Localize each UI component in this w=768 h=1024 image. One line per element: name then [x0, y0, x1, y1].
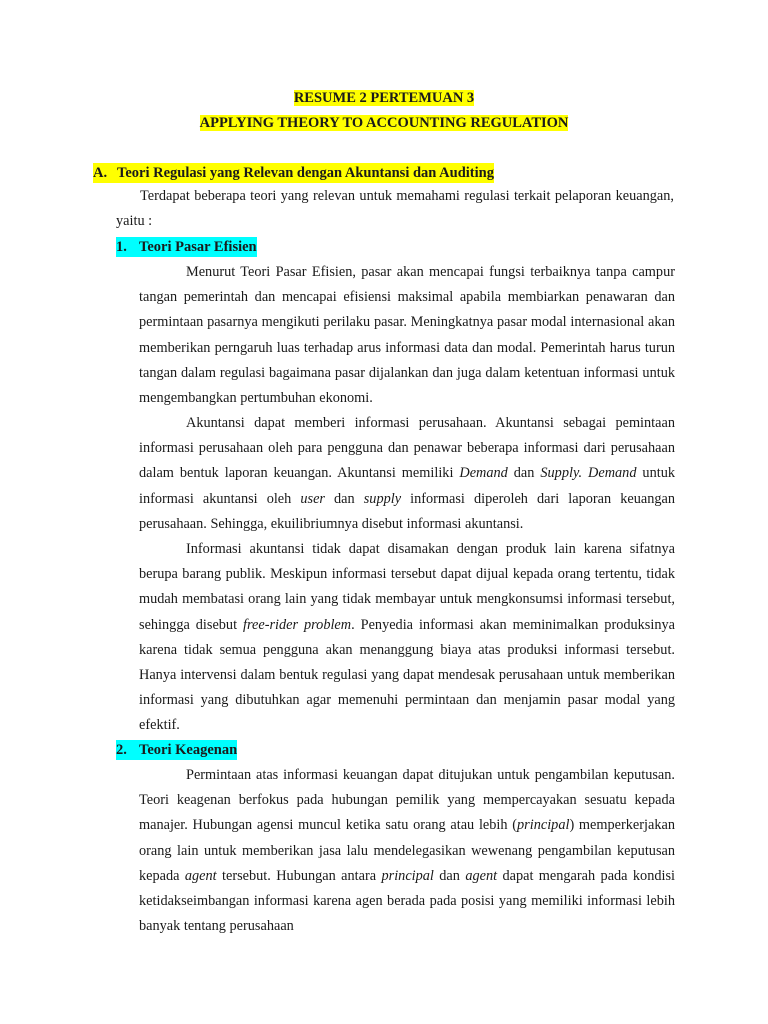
document-title	[0, 86, 768, 136]
subsection-1-marker: 1.	[116, 239, 127, 255]
section-a-heading	[93, 163, 494, 183]
subsection-1-paragraph-2: Akuntansi dapat memberi informasi perusahaan. Akuntansi sebagai pemintaan informasi perusahaan oleh para pengguna dan penawar beberapa informasi dari perusahaan dalam bentuk laporan keuangan. Akuntansi memiliki Demand dan Supply. Demand untuk informasi akuntansi oleh user dan supply informasi diperoleh dari laporan keuangan perusahaan. Sehingga, ekuilibriumnya disebut informasi akuntansi.	[139, 415, 675, 532]
subsection-1-paragraph-3: Informasi akuntansi tidak dapat disamakan dengan produk lain karena sifatnya berupa barang publik. Meskipun informasi tersebut dapat dijual kepada orang tertentu, tidak mudah membatasi orang lain yang tidak membayar untuk mengkonsumsi informasi tersebut, sehingga disebut free-rider problem. Penyedia informasi akan meminimalkan produksinya karena tidak semua pengguna akan menanggung biaya atas produksi informasi tersebut. Hanya intervensi dalam bentuk regulasi yang dapat mendesak perusahaan untuk memberikan informasi yang dibutuhkan agar memenuhi permintaan dan menjamin pasar modal yang efektif.	[139, 541, 675, 734]
title-line-2: APPLYING THEORY TO ACCOUNTING REGULATION	[199, 115, 569, 131]
title-line-1: RESUME 2 PERTEMUAN 3	[293, 90, 475, 106]
subsection-2-heading	[116, 740, 237, 760]
subsection-1-paragraph-1: Menurut Teori Pasar Efisien, pasar akan mencapai fungsi terbaiknya tanpa campur tangan pemerintah dan mencapai efisiensi maksimal apabila membiarkan penawaran dan permintaan pasarnya mengikuti perilaku pasar. Meningkatnya pasar modal internasional akan memberikan perngaruh luas terhadap arus informasi data dan modal. Pemerintah harus turun tangan dalam regulasi bagaimana pasar dijalankan dan juga dalam ketentuan informasi untuk mengembangkan pertumbuhan ekonomi.	[139, 264, 675, 407]
section-a-marker: A.	[93, 165, 108, 181]
subsection-2-title: Teori Keagenan	[139, 742, 238, 758]
section-a-title: Teori Regulasi yang Relevan dengan Akuntansi dan Auditing	[117, 165, 494, 181]
subsection-1-heading	[116, 237, 257, 257]
subsection-2-marker: 2.	[116, 742, 127, 758]
subsection-2-paragraph-1: Permintaan atas informasi keuangan dapat ditujukan untuk pengambilan keputusan. Teori keagenan berfokus pada hubungan pemilik yang mempercayakan sesuatu kepada manajer. Hubungan agensi muncul ketika satu orang atau lebih (principal) memperkerjakan orang lain untuk memberikan jasa lalu mendelegasikan wewenang pengambilan keputusan kepada agent tersebut. Hubungan antara principal dan agent dapat mengarah pada kondisi ketidakseimbangan informasi karena agen berada pada posisi yang memiliki informasi lebih banyak tentang perusahaan	[139, 767, 676, 935]
section-a-intro: Terdapat beberapa teori yang relevan untuk memahami regulasi terkait pelaporan keuangan, yaitu :	[116, 188, 674, 230]
subsection-1-title: Teori Pasar Efisien	[139, 239, 257, 255]
